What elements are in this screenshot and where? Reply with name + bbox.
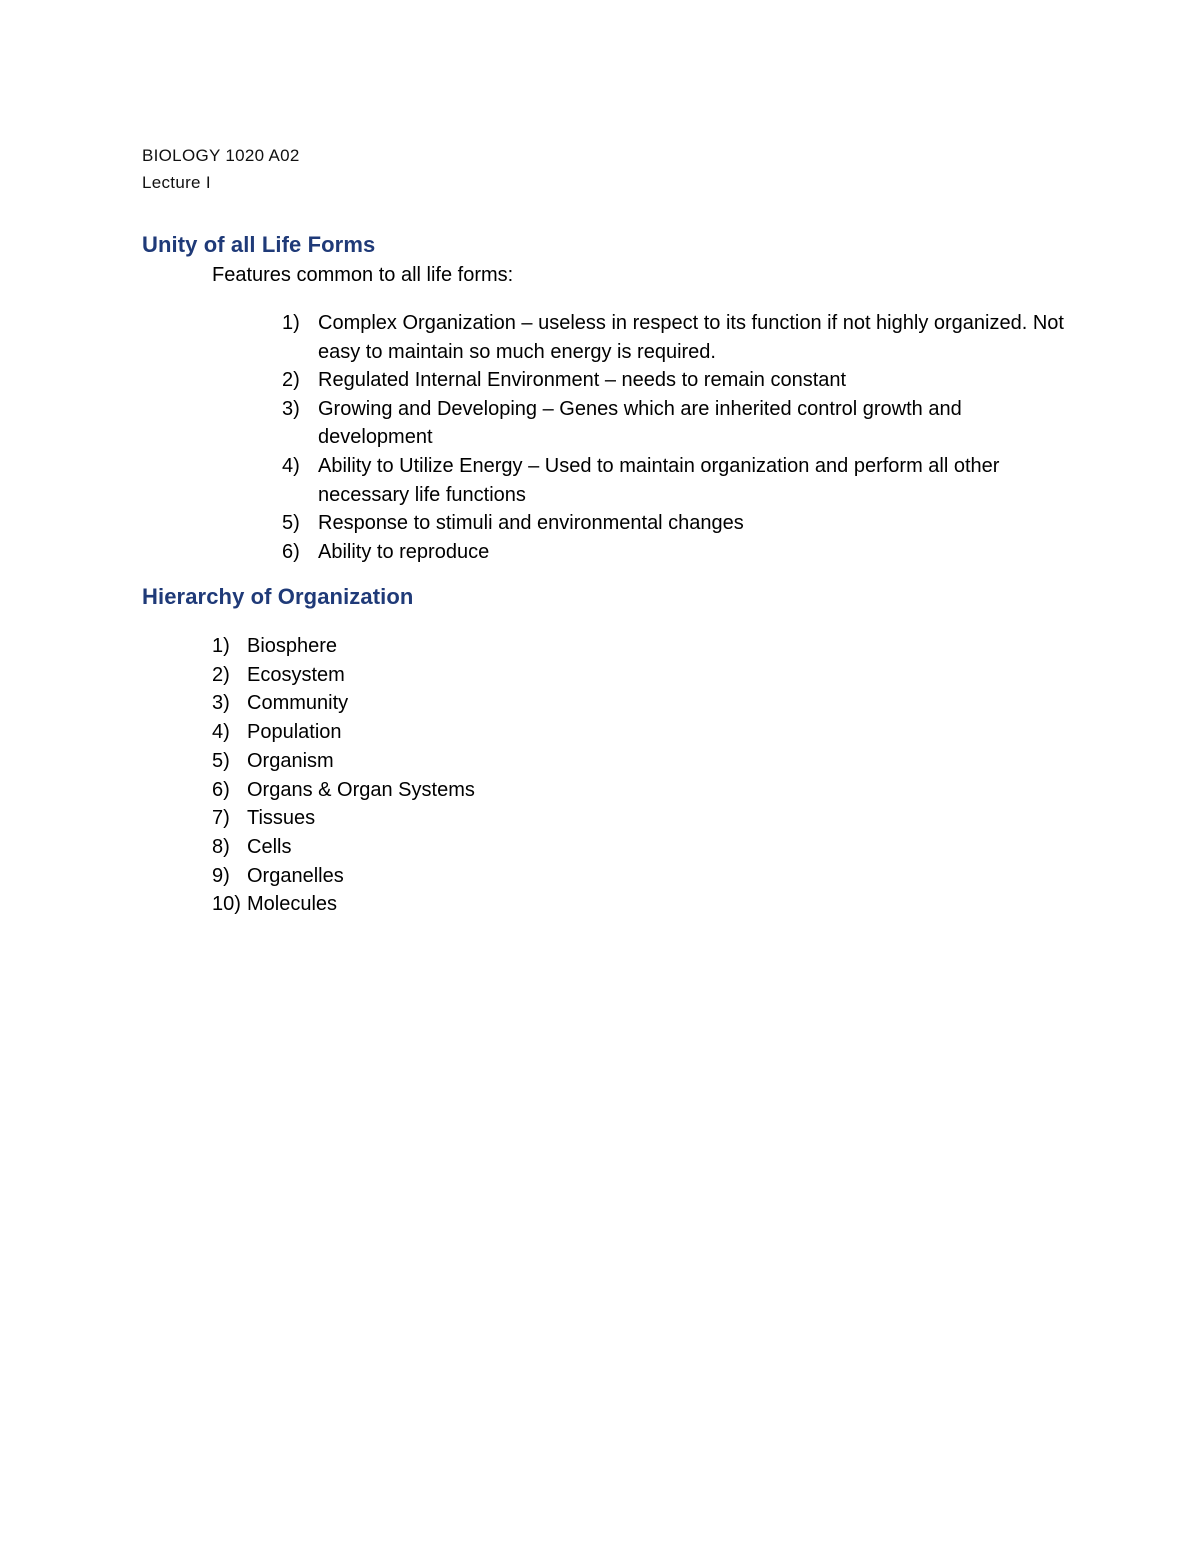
list-item-text: Organelles [247, 864, 344, 887]
list-number: 7) [212, 807, 230, 830]
list-number: 5) [212, 749, 230, 772]
list-number: 4) [212, 721, 230, 744]
list-item-text: Organs & Organ Systems [247, 778, 475, 801]
list-number: 10) [212, 893, 241, 916]
list-item [200, 661, 700, 690]
list-number: 3) [212, 692, 230, 715]
list-item-text: Growing and Developing – Genes which are inherited control growth and development [318, 397, 962, 449]
list-number: 5) [282, 512, 300, 535]
list-item [268, 509, 1078, 538]
list-item [268, 366, 1078, 395]
list-number: 9) [212, 864, 230, 887]
lecture-label: Lecture I [142, 173, 211, 192]
section-heading-unity: Unity of all Life Forms [142, 232, 376, 257]
list-item-text: Population [247, 721, 342, 744]
list-item-text: Ecosystem [247, 663, 345, 686]
list-item-text: Tissues [247, 807, 316, 830]
list-item [200, 804, 700, 833]
list-item-text: Ability to reproduce [318, 540, 490, 563]
list-number: 1) [282, 312, 300, 334]
list-number: 3) [282, 397, 300, 420]
list-item-text: Complex Organization – useless in respect to its function if not highly organized. Not easy to maintain so much energy is required. [318, 312, 1064, 363]
list-item [200, 689, 700, 718]
list-number: 1) [212, 635, 230, 657]
list-number: 2) [282, 369, 300, 392]
list-item-text: Regulated Internal Environment – needs to remain constant [318, 369, 847, 392]
features-intro: Features common to all life forms: [212, 264, 514, 286]
list-item [268, 452, 1078, 509]
list-item-text: Organism [247, 749, 334, 772]
list-item [200, 718, 700, 747]
list-item [268, 538, 1078, 567]
list-number: 2) [212, 663, 230, 686]
list-item [200, 776, 700, 805]
section-heading-hierarchy: Hierarchy of Organization [142, 584, 414, 609]
list-number: 6) [212, 778, 230, 801]
hierarchy-list [200, 632, 700, 919]
list-item [200, 862, 700, 891]
list-item-text: Cells [247, 835, 292, 858]
list-item [200, 890, 700, 919]
list-number: 4) [282, 454, 300, 477]
list-number: 8) [212, 835, 230, 858]
list-item-text: Community [247, 692, 349, 715]
features-list [268, 309, 1078, 566]
list-item-text: Biosphere [247, 635, 338, 657]
list-item-text: Response to stimuli and environmental changes [318, 512, 744, 535]
list-item [200, 833, 700, 862]
list-number: 6) [282, 540, 300, 563]
list-item [268, 309, 1078, 366]
list-item-text: Ability to Utilize Energy – Used to maintain organization and perform all other necessary life functions [318, 454, 1000, 506]
list-item [200, 632, 700, 661]
list-item [200, 747, 700, 776]
list-item [268, 395, 1078, 452]
list-item-text: Molecules [247, 893, 338, 916]
course-code: BIOLOGY 1020 A02 [142, 146, 300, 165]
